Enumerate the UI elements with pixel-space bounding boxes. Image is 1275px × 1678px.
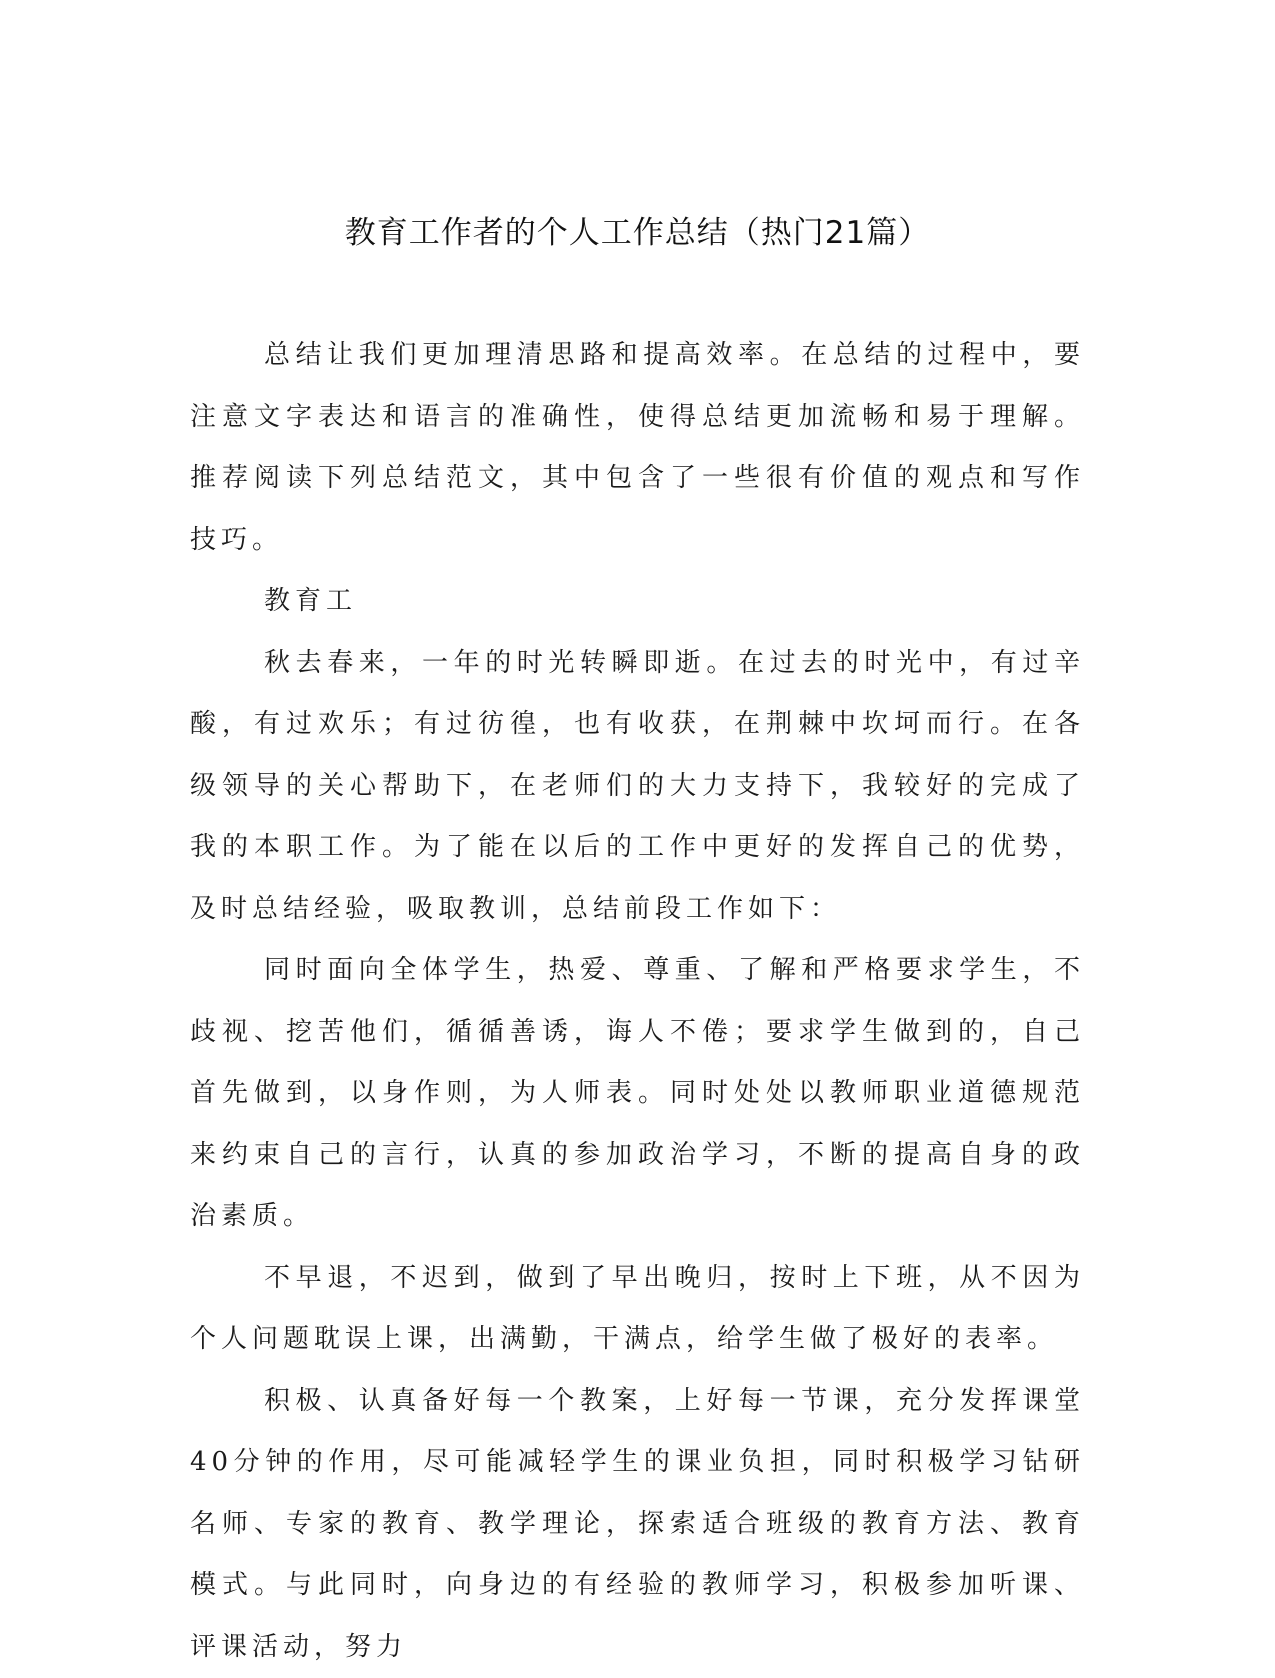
paragraph-student-care: 同时面向全体学生，热爱、尊重、了解和严格要求学生，不歧视、挖苦他们，循循善诱，诲人不倦；要求学生做到的，自己首先做到，以身作则，为人师表。同时处处以教师职业道德规范来约束自己的言行，认真的参加政治学习，不断的提高自身的政治素质。 (190, 940, 1085, 1248)
paragraph-section-heading: 教育工 (190, 571, 1085, 633)
paragraph-opening: 秋去春来，一年的时光转瞬即逝。在过去的时光中，有过辛酸，有过欢乐；有过彷徨，也有收获，在荆棘中坎坷而行。在各级领导的关心帮助下，在老师们的大力支持下，我较好的完成了我的本职工作。为了能在以后的工作中更好的发挥自己的优势，及时总结经验，吸取教训，总结前段工作如下： (190, 633, 1085, 941)
paragraph-attendance: 不早退，不迟到，做到了早出晚归，按时上下班，从不因为个人问题耽误上课，出满勤，干满点，给学生做了极好的表率。 (190, 1248, 1085, 1371)
paragraph-intro: 总结让我们更加理清思路和提高效率。在总结的过程中，要注意文字表达和语言的准确性，使得总结更加流畅和易于理解。推荐阅读下列总结范文，其中包含了一些很有价值的观点和写作技巧。 (190, 325, 1085, 571)
paragraph-teaching: 积极、认真备好每一个教案，上好每一节课，充分发挥课堂40分钟的作用，尽可能减轻学生的课业负担，同时积极学习钻研名师、专家的教育、教学理论，探索适合班级的教育方法、教育模式。与此同时，向身边的有经验的教师学习，积极参加听课、评课活动，努力 (190, 1371, 1085, 1678)
document-body (190, 325, 1085, 1678)
document-title: 教育工作者的个人工作总结（热门21篇） (0, 210, 1275, 256)
